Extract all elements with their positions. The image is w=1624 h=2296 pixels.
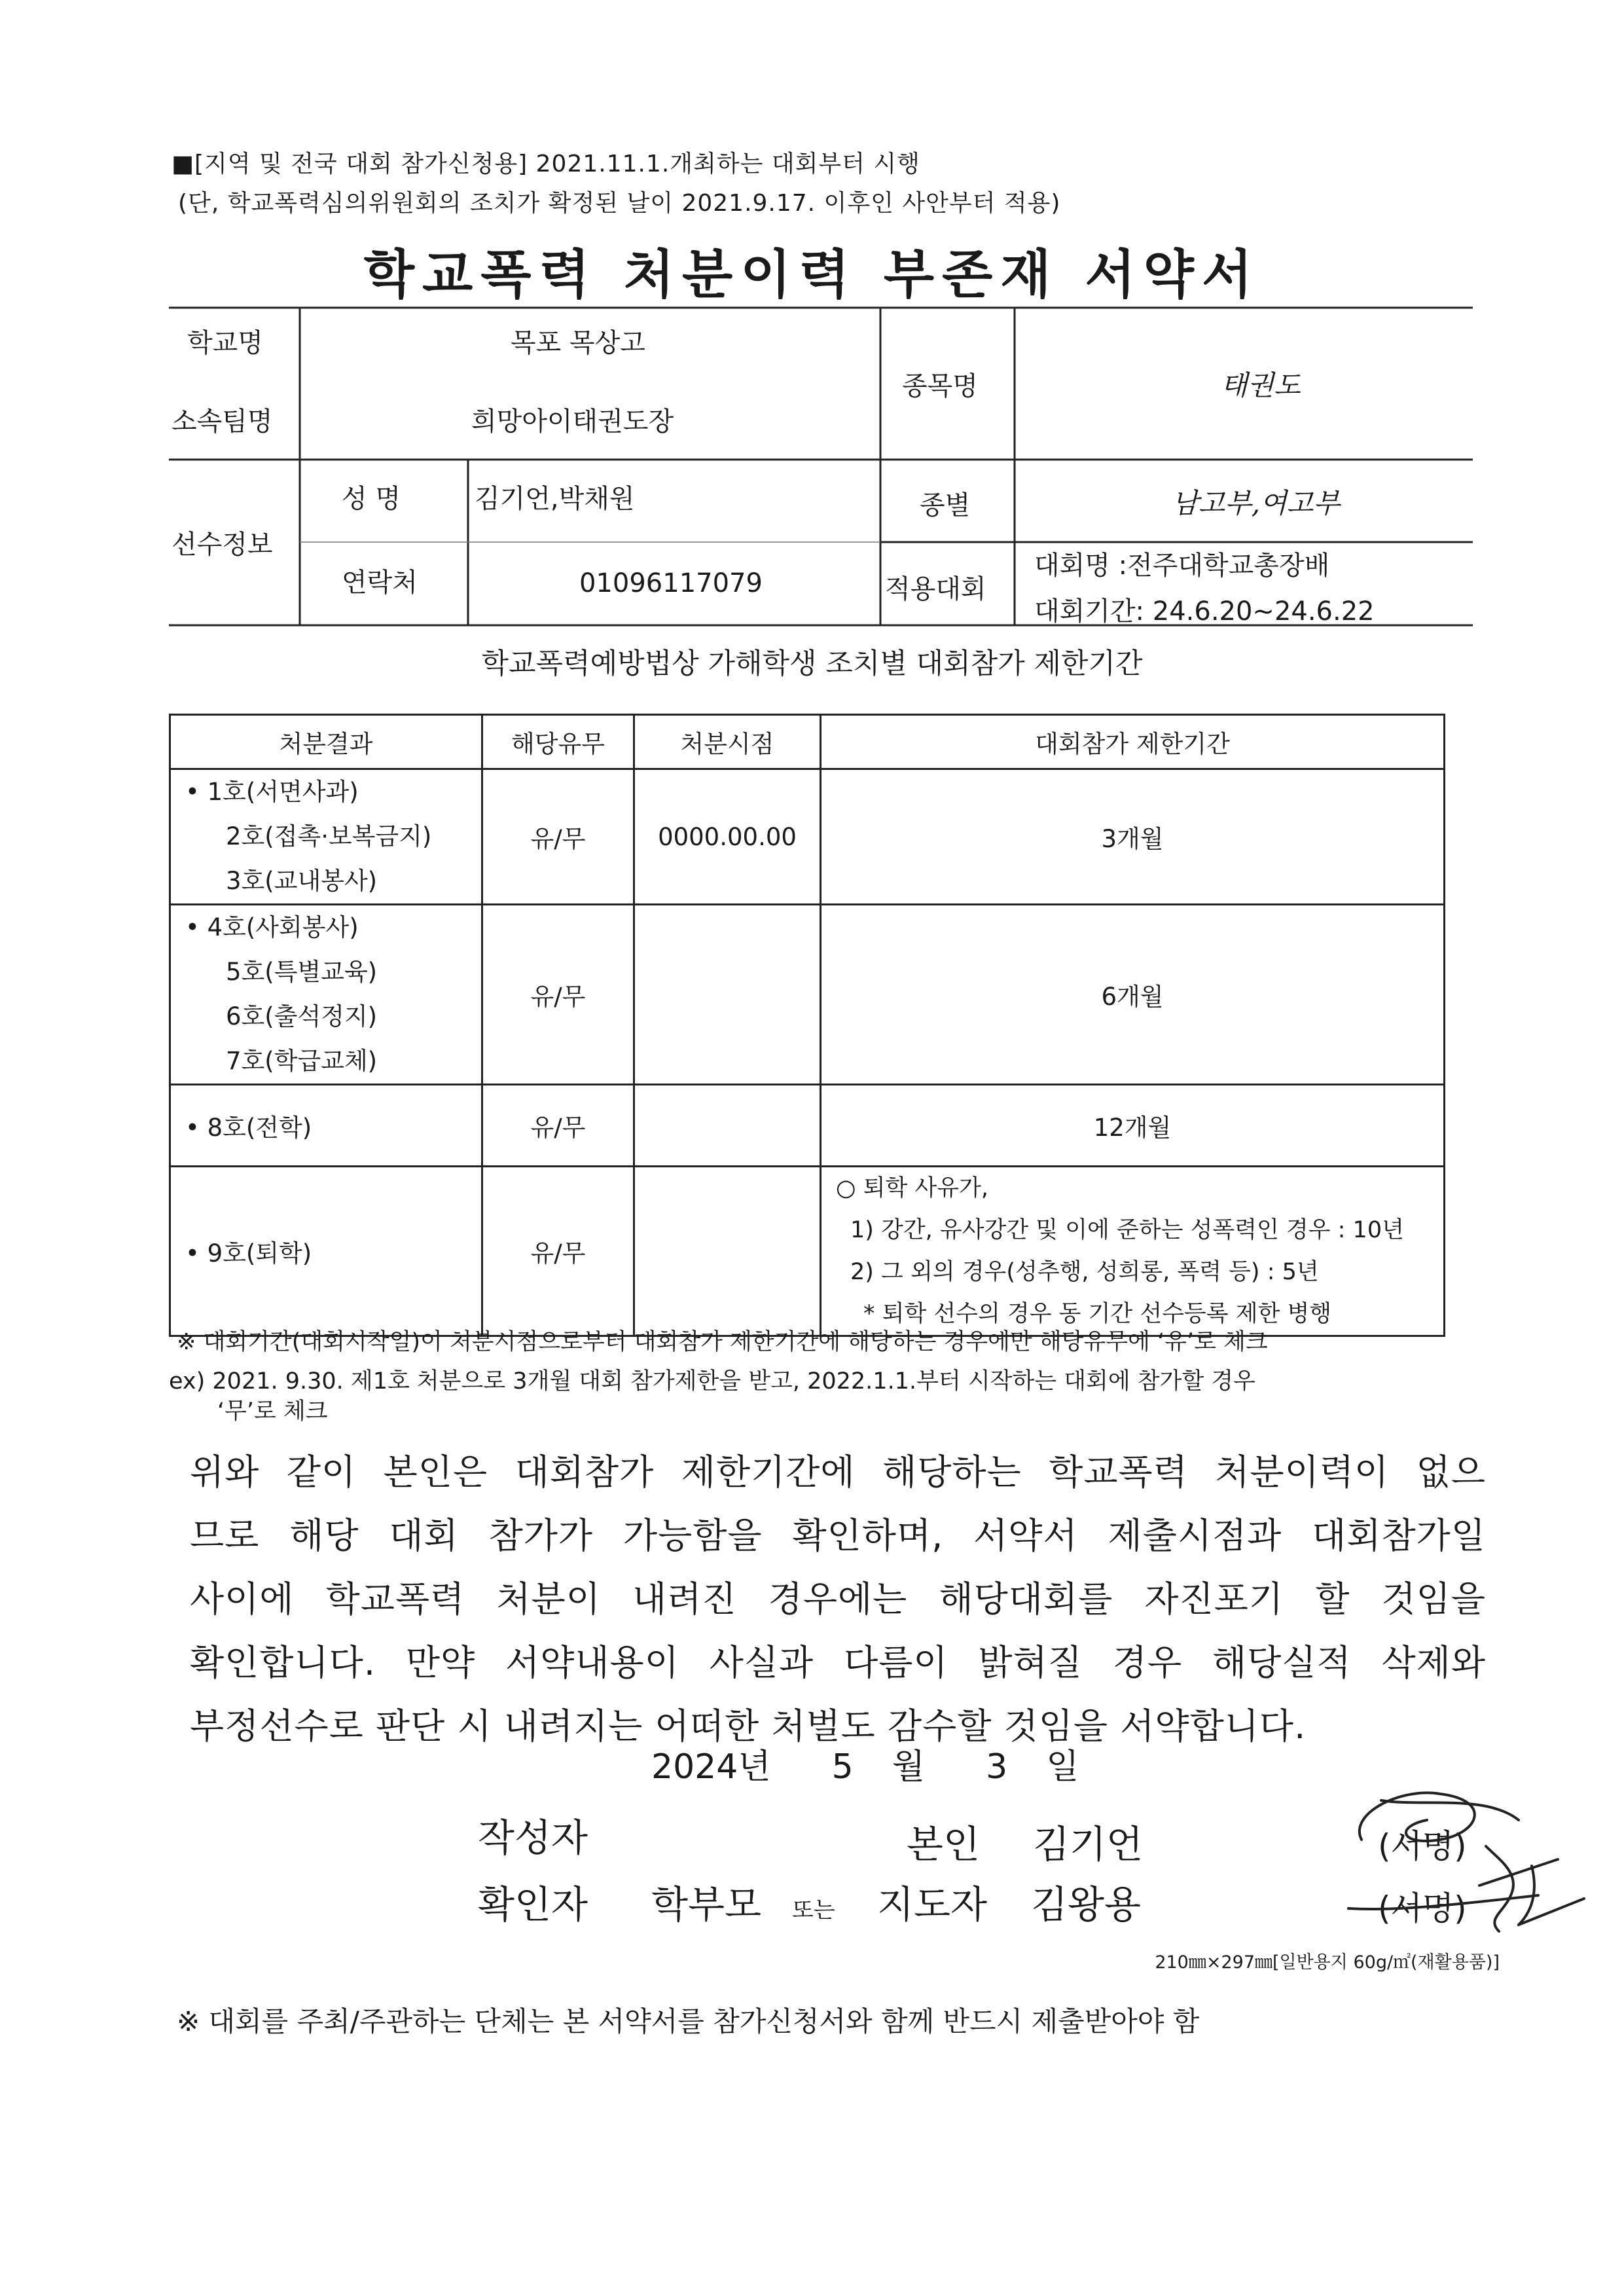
footnote-1: ※ 대회기간(대회시작일)이 처분시점으로부터 대회참가 제한기간에 해당하는 경우에만 해당유무에 ‘유’로 체크 (177, 1329, 1268, 1355)
date-month: 5 (831, 1747, 854, 1787)
footnote-example-1: ex) 2021. 9.30. 제1호 처분으로 3개월 대회 참가제한을 받고, 2022.1.1.부터 시작하는 대회에 참가할 경우 (169, 1368, 1255, 1394)
name-label: 성 명 (342, 484, 401, 514)
header-result: 처분결과 (170, 715, 482, 769)
contact-value: 01096117079 (579, 568, 763, 598)
measure-2: 2호(접촉·보복금지) (226, 822, 432, 850)
measure-7: 7호(학급교체) (226, 1047, 378, 1075)
school-value: 목포 목상고 (511, 328, 645, 358)
header-applicable: 해당유무 (482, 715, 634, 769)
competition-period: 대회기간: 24.6.20~24.6.22 (1034, 596, 1375, 627)
pledge-line-4: 확인합니다. 만약 서약내용이 사실과 다름이 밝혀질 경우 해당실적 삭제와 (190, 1642, 1486, 1683)
date-day-unit: 일 (1046, 1747, 1079, 1787)
document-title: 학교폭력 처분이력 부존재 서약서 (363, 244, 1261, 305)
table-header-row (170, 715, 1445, 769)
measure-1: • 1호(서면사과) (185, 778, 359, 806)
period-cell: 12개월 (821, 1085, 1445, 1167)
parent-label: 학부모 (651, 1882, 762, 1927)
date-cell (634, 905, 821, 1085)
division-value: 남고부,여고부 (1172, 487, 1340, 519)
date-month-unit: 월 (892, 1747, 926, 1787)
pledge-line-2: 므로 해당 대회 참가가 가능함을 확인하며, 서약서 제출시점과 대회참가일 (190, 1515, 1486, 1556)
date-day: 3 (986, 1747, 1008, 1787)
competition-name: 대회명 :전주대학교총장배 (1034, 551, 1330, 581)
expulsion-intro: ○ 퇴학 사유가, (836, 1175, 988, 1201)
measures-cell: • 8호(전학) (170, 1085, 482, 1167)
pledge-line-5: 부정선수로 판단 시 내려지는 어떠한 처벌도 감수할 것임을 서약합니다. (190, 1705, 1307, 1747)
player-info-label: 선수정보 (171, 530, 273, 560)
guide-name: 김왕용 (1031, 1882, 1142, 1927)
division-label: 종별 (920, 490, 971, 520)
pledge-line-1: 위와 같이 본인은 대회참가 제한기간에 해당하는 학교폭력 처분이력이 없으 (190, 1451, 1486, 1493)
team-value: 희망아이태권도장 (471, 407, 674, 437)
pledge-date (651, 1739, 1079, 1788)
applicable-cell: 유/무 (482, 769, 634, 905)
expulsion-case-1: 1) 강간, 유사강간 및 이에 준하는 성폭력인 경우 : 10년 (850, 1217, 1404, 1243)
signature-slot-2: (서명) (1378, 1889, 1467, 1927)
date-cell (634, 1085, 821, 1167)
applicable-cell: 유/무 (482, 1167, 634, 1336)
table-title: 학교폭력예방법상 가해학생 조치별 대회참가 제한기간 (481, 647, 1143, 680)
date-year: 2024년 (651, 1747, 771, 1787)
date-cell (634, 1167, 821, 1336)
pledge-line-3: 사이에 학교폭력 처분이 내려진 경우에는 해당대회를 자진포기 할 것임을 (190, 1578, 1486, 1620)
name-value: 김기언,박채원 (475, 484, 635, 514)
applicable-cell: 유/무 (482, 1085, 634, 1167)
paper-spec: 210㎜×297㎜[일반용지 60g/㎡(재활용품)] (1155, 1952, 1500, 1973)
expulsion-case-2: 2) 그 외의 경우(성추행, 성희롱, 폭력 등) : 5년 (850, 1259, 1319, 1285)
discipline-table (169, 714, 1445, 1337)
team-label: 소속팀명 (171, 407, 273, 437)
measure-3: 3호(교내봉사) (226, 867, 378, 895)
period-cell (821, 1167, 1445, 1336)
self-label: 본인 (907, 1822, 981, 1867)
measures-cell (170, 905, 482, 1085)
measure-4: • 4호(사회봉사) (185, 913, 359, 941)
measures-cell (170, 769, 482, 905)
author-label: 작성자 (478, 1815, 588, 1860)
notice-line-2: (단, 학교폭력심의위원회의 조치가 확정된 날이 2021.9.17. 이후인 사안부터 적용) (178, 190, 1061, 217)
footnote-example-2: ‘무’로 체크 (217, 1398, 328, 1425)
expulsion-note: * 퇴학 선수의 경우 동 기간 선수등록 제한 병행 (863, 1301, 1332, 1327)
handwritten-signature-icon (1322, 1761, 1597, 1951)
table-row (170, 1085, 1445, 1167)
school-label: 학교명 (187, 328, 263, 358)
table-row (170, 905, 1445, 1085)
self-name: 김기언 (1033, 1822, 1144, 1867)
header-period: 대회참가 제한기간 (821, 715, 1445, 769)
notice-line-1: ■[지역 및 전국 대회 참가신청용] 2021.11.1.개최하는 대회부터 시행 (171, 151, 920, 177)
applicable-cell: 유/무 (482, 905, 634, 1085)
measure-5: 5호(특별교육) (226, 958, 378, 986)
table-row (170, 769, 1445, 905)
event-label: 종목명 (902, 371, 978, 401)
event-value: 태권도 (1221, 369, 1301, 401)
header-date: 처분시점 (634, 715, 821, 769)
applied-competition-label: 적용대회 (885, 574, 986, 604)
confirmer-label: 확인자 (478, 1882, 588, 1927)
table-row (170, 1167, 1445, 1336)
contact-label: 연락처 (342, 568, 418, 598)
bottom-note: ※ 대회를 주최/주관하는 단체는 본 서약서를 참가신청서와 함께 반드시 제출받아야 함 (177, 2005, 1200, 2037)
measures-cell: • 9호(퇴학) (170, 1167, 482, 1336)
measure-6: 6호(출석정지) (226, 1002, 378, 1030)
signature-slot-1: (서명) (1378, 1827, 1467, 1865)
pledge-paragraph (190, 1440, 1486, 1758)
period-cell: 6개월 (821, 905, 1445, 1085)
period-cell: 3개월 (821, 769, 1445, 905)
date-cell: 0000.00.00 (634, 769, 821, 905)
or-label: 또는 (792, 1897, 835, 1923)
guide-label: 지도자 (877, 1882, 988, 1927)
